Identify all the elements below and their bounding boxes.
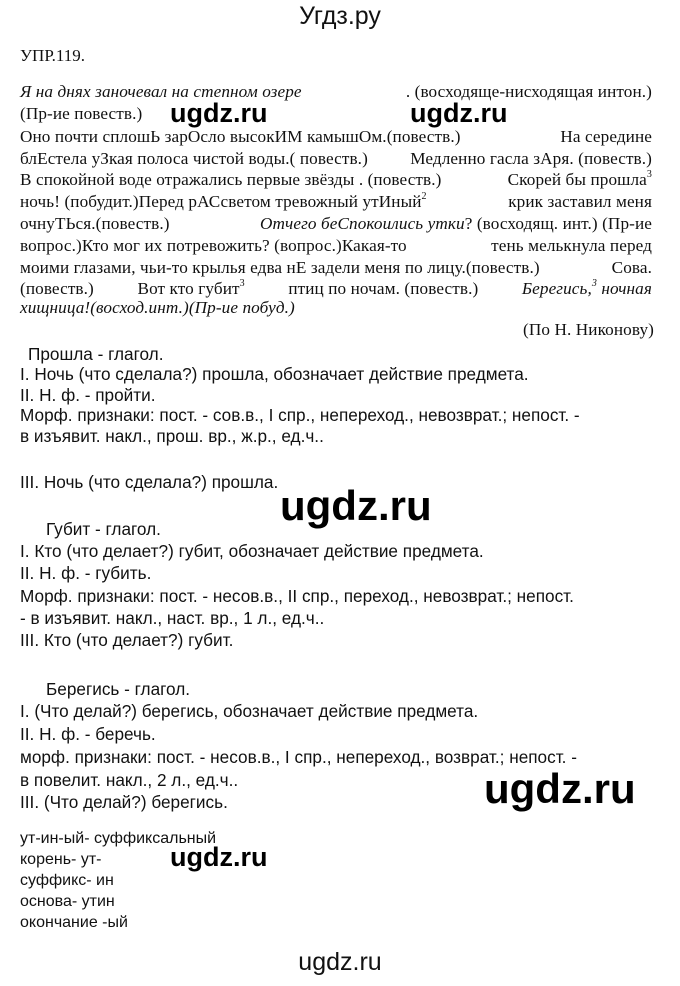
morpheme-root-line: корень- ут- — [20, 851, 102, 868]
text-fragment: ? (восходящ. инт.) (Пр-ие — [464, 214, 652, 233]
text-line-7 — [20, 214, 652, 234]
text-fragment: В спокойной воде отражались первые звёзды . (повеств.) — [20, 170, 442, 189]
analysis-1-title: Прошла - глагол. — [28, 344, 164, 364]
text-fragment: На середине — [560, 127, 652, 146]
text-line-2: (Пр-ие повеств.) — [20, 104, 143, 123]
analysis-2-step-ii: II. Н. ф. - губить. — [20, 563, 152, 583]
watermark-logo: ugdz.ru — [170, 842, 268, 872]
footer-site-name: ugdz.ru — [298, 948, 382, 976]
analysis-1-step-ii: II. Н. ф. - пройти. — [20, 385, 156, 405]
analysis-3-morph-line-2: в повелит. накл., 2 л., ед.ч.. — [20, 770, 239, 790]
text-fragment: (повеств.) — [20, 279, 94, 298]
text-fragment: блЕстела уЗкая полоса чистой воды.( повеств.) — [20, 149, 368, 168]
text-fragment: . (восходяще-нисходящая интон.) — [405, 82, 652, 101]
text-fragment: моими глазами, чьи-то крылья едва нЕ задели меня по лицу.(повеств.) — [20, 258, 540, 277]
analysis-3-step-i: I. (Что делай?) берегись, обозначает действие предмета. — [20, 701, 479, 721]
site-title: Угдз.ру — [299, 2, 381, 30]
text-line-8 — [20, 236, 652, 256]
text-line-3 — [20, 127, 652, 147]
analysis-1-morph-line-1: Морф. признаки: пост. - сов.в., I спр., непереход., невозврат.; непост. - — [20, 405, 580, 425]
text-fragment: вопрос.)Кто мог их потревожить? (вопрос.)Какая-то — [20, 236, 407, 255]
exercise-number: УПР.119. — [20, 46, 86, 65]
watermark-logo: ugdz.ru — [484, 765, 636, 812]
morpheme-word-line: ут-ин-ый- суффиксальный — [20, 830, 217, 847]
text-line-6 — [20, 192, 652, 212]
text-fragment: Сова. — [611, 258, 652, 277]
analysis-2-morph-line-1: Морф. признаки: пост. - несов.в., II спр., переход., невозврат.; непост. — [20, 586, 574, 606]
superscript: 2 — [421, 191, 427, 202]
superscript: 3 — [591, 278, 597, 289]
text-fragment: тень мелькнула перед — [491, 236, 652, 255]
text-line-1 — [20, 82, 652, 102]
analysis-2-morph-line-2: - в изъявит. накл., наст. вр., 1 л., ед.ч.. — [20, 608, 325, 628]
watermark-logo: ugdz.ru — [280, 482, 432, 529]
analysis-2-title: Губит - глагол. — [46, 519, 161, 539]
text-fragment: ночь! (побудит.)Перед рАСсветом тревожный утИный — [20, 192, 422, 211]
superscript: 3 — [239, 278, 245, 289]
superscript: 3 — [646, 169, 652, 180]
text-fragment: ночная — [601, 279, 652, 298]
watermark-logo: ugdz.ru — [170, 98, 268, 128]
text-fragment: птиц по ночам. (повеств.) — [288, 279, 479, 298]
text-fragment: Я на днях заночевал на степном озере — [20, 82, 302, 101]
text-fragment: Оно почти сплошЬ зарОсло высокИМ камышОм.(повеств.) — [20, 127, 461, 146]
text-line-11: хищница!(восход.инт.)(Пр-ие побуд.) — [20, 298, 295, 317]
analysis-3-morph-line-1: морф. признаки: пост. - несов.в., I спр., непереход., возврат.; непост. - — [20, 747, 577, 767]
analysis-2-step-iii: III. Кто (что делает?) губит. — [20, 630, 234, 650]
morpheme-suffix-line: суффикс- ин — [20, 872, 114, 889]
text-fragment: крик заставил меня — [508, 192, 652, 211]
analysis-3-step-iii: III. (Что делай?) берегись. — [20, 792, 228, 812]
watermark-logo: ugdz.ru — [410, 98, 508, 128]
text-fragment: очнуТЬся.(повеств.) — [20, 214, 170, 233]
analysis-3-title: Берегись - глагол. — [46, 679, 191, 699]
morpheme-stem-line: основа- утин — [20, 893, 115, 910]
analysis-1-step-i: I. Ночь (что сделала?) прошла, обозначает действие предмета. — [20, 364, 529, 384]
text-fragment: Скорей бы прошла — [507, 170, 647, 189]
text-line-10 — [20, 279, 652, 299]
text-fragment: Медленно гасла зАря. (повеств.) — [410, 149, 652, 168]
text-line-4 — [20, 149, 652, 169]
text-fragment: Отчего беСпокоились утки — [260, 214, 465, 233]
analysis-1-step-iii: III. Ночь (что сделала?) прошла. — [20, 472, 279, 492]
analysis-2-step-i: I. Кто (что делает?) губит, обозначает действие предмета. — [20, 541, 484, 561]
text-fragment: Берегись, — [521, 279, 592, 298]
text-fragment: Вот кто губит — [137, 279, 240, 298]
text-line-5 — [20, 170, 652, 190]
morpheme-ending-line: окончание -ый — [20, 914, 128, 931]
text-line-9 — [20, 258, 652, 278]
analysis-3-step-ii: II. Н. ф. - беречь. — [20, 724, 156, 744]
author-attribution: (По Н. Никонову) — [523, 320, 654, 339]
analysis-1-morph-line-2: в изъявит. накл., прош. вр., ж.р., ед.ч.. — [20, 426, 324, 446]
